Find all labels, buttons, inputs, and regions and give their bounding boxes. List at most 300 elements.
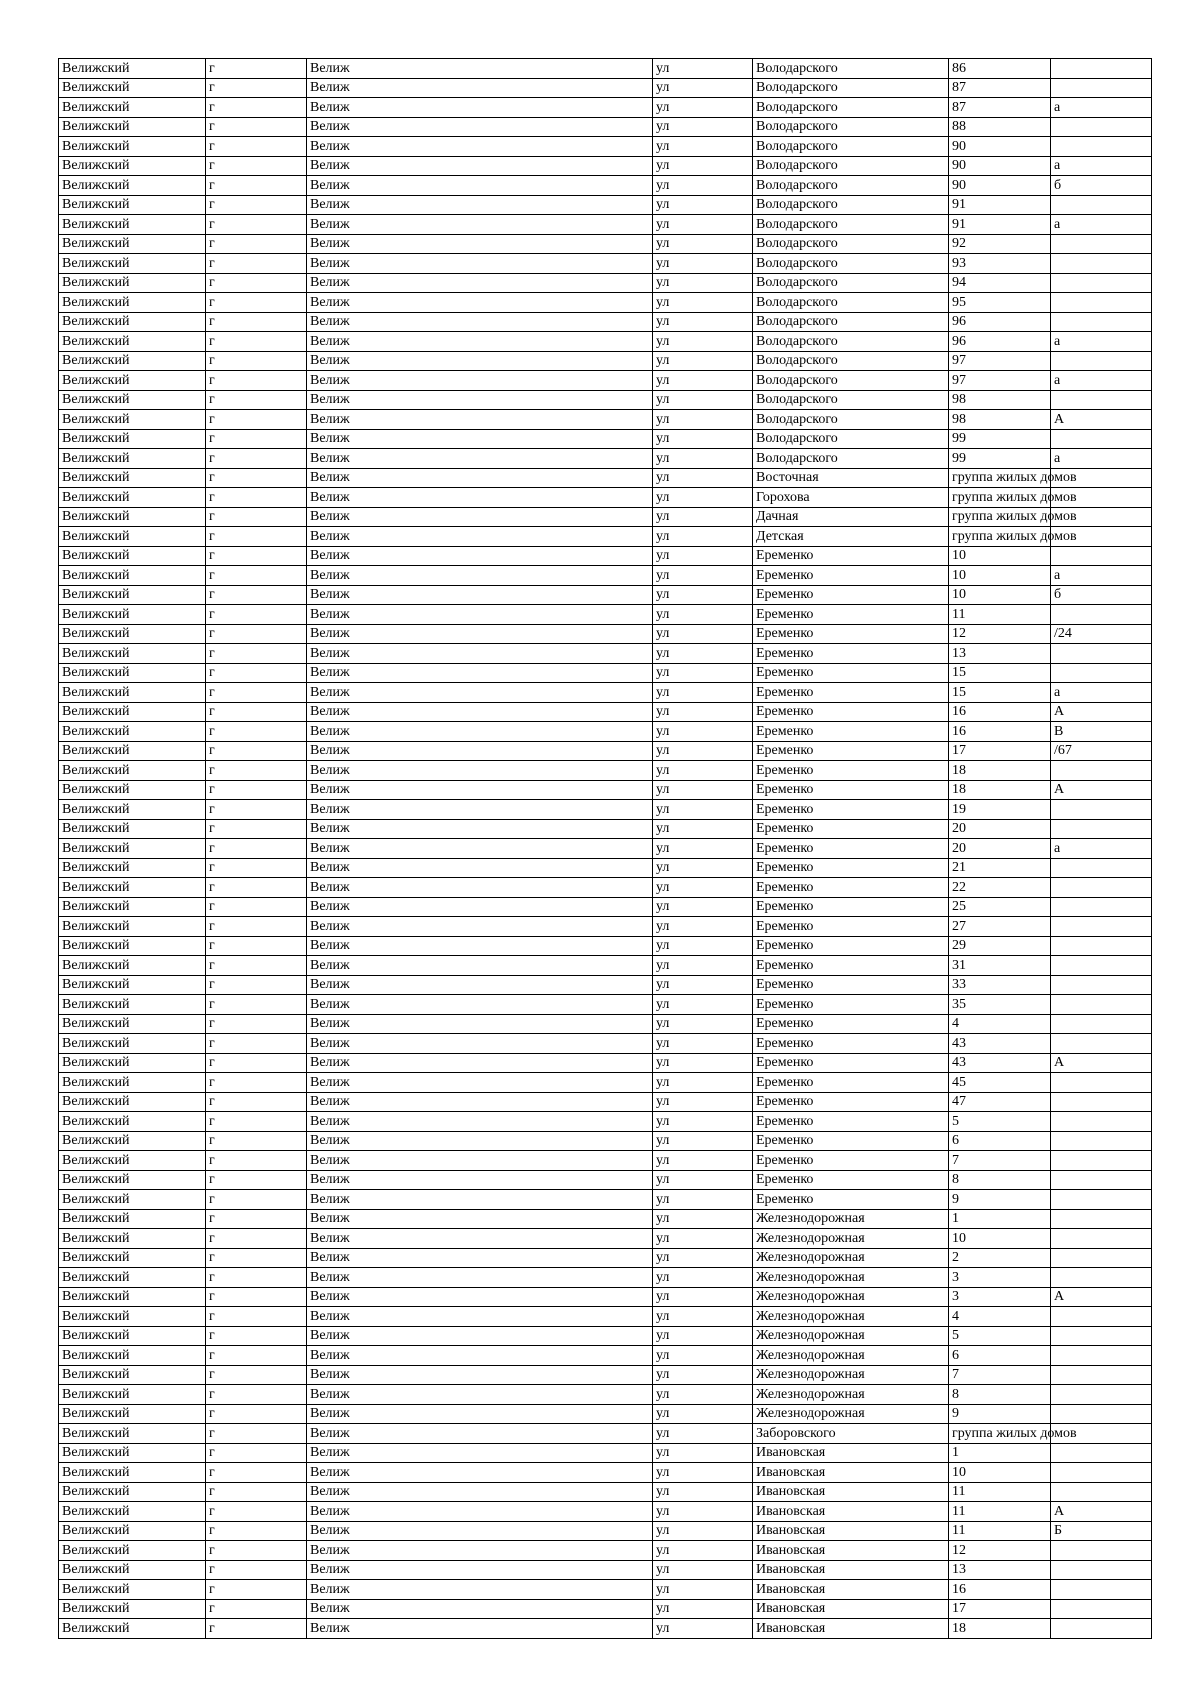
house-suffix-cell: [1051, 1404, 1152, 1424]
house-number-cell: 8: [949, 1170, 1051, 1190]
table-row: [59, 312, 1152, 332]
district-cell: Велижский: [59, 1385, 206, 1405]
table-row: [59, 878, 1152, 898]
house-number-cell: 91: [949, 195, 1051, 215]
house-number-cell: 3: [949, 1287, 1051, 1307]
table-row: [59, 1599, 1152, 1619]
street-type-cell: ул: [653, 800, 753, 820]
house-suffix-cell: [1051, 1346, 1152, 1366]
house-suffix-cell: А: [1051, 1053, 1152, 1073]
settlement-type-cell: г: [206, 1463, 307, 1483]
house-number-cell: 13: [949, 644, 1051, 664]
settlement-type-cell: г: [206, 624, 307, 644]
house-suffix-cell: [1051, 917, 1152, 937]
table-row: [59, 1268, 1152, 1288]
house-suffix-cell: а: [1051, 683, 1152, 703]
settlement-type-cell: г: [206, 1385, 307, 1405]
district-cell: Велижский: [59, 917, 206, 937]
street-cell: Володарского: [753, 332, 949, 352]
settlement-type-cell: г: [206, 234, 307, 254]
table-row: [59, 449, 1152, 469]
street-cell: Ивановская: [753, 1560, 949, 1580]
house-number-cell: 93: [949, 254, 1051, 274]
house-number-cell: 10: [949, 585, 1051, 605]
house-suffix-cell: [1051, 273, 1152, 293]
district-cell: Велижский: [59, 507, 206, 527]
district-cell: Велижский: [59, 312, 206, 332]
house-number-cell: 25: [949, 897, 1051, 917]
street-type-cell: ул: [653, 683, 753, 703]
district-cell: Велижский: [59, 215, 206, 235]
settlement-cell: Велиж: [307, 702, 653, 722]
settlement-type-cell: г: [206, 585, 307, 605]
street-cell: Еременко: [753, 1073, 949, 1093]
table-row: [59, 566, 1152, 586]
district-cell: Велижский: [59, 1365, 206, 1385]
street-cell: Володарского: [753, 137, 949, 157]
street-cell: Восточная: [753, 468, 949, 488]
street-cell: Еременко: [753, 995, 949, 1015]
house-suffix-cell: [1051, 644, 1152, 664]
district-cell: Велижский: [59, 566, 206, 586]
district-cell: Велижский: [59, 429, 206, 449]
table-row: [59, 1092, 1152, 1112]
street-cell: Володарского: [753, 410, 949, 430]
house-number-cell: 97: [949, 371, 1051, 391]
settlement-type-cell: г: [206, 488, 307, 508]
street-type-cell: ул: [653, 176, 753, 196]
house-number-cell: 87: [949, 98, 1051, 118]
house-suffix-cell: а: [1051, 449, 1152, 469]
settlement-cell: Велиж: [307, 371, 653, 391]
house-number-cell: 15: [949, 683, 1051, 703]
house-number-cell: 95: [949, 293, 1051, 313]
settlement-cell: Велиж: [307, 1248, 653, 1268]
table-row: [59, 1307, 1152, 1327]
settlement-type-cell: г: [206, 1619, 307, 1639]
house-number-cell: 9: [949, 1190, 1051, 1210]
house-suffix-cell: [1051, 956, 1152, 976]
district-cell: Велижский: [59, 1092, 206, 1112]
street-type-cell: ул: [653, 1131, 753, 1151]
settlement-cell: Велиж: [307, 1580, 653, 1600]
house-suffix-cell: [1051, 1151, 1152, 1171]
street-type-cell: ул: [653, 1443, 753, 1463]
street-type-cell: ул: [653, 839, 753, 859]
street-type-cell: ул: [653, 1014, 753, 1034]
district-cell: Велижский: [59, 527, 206, 547]
table-row: [59, 839, 1152, 859]
house-suffix-cell: [1051, 390, 1152, 410]
house-suffix-cell: /24: [1051, 624, 1152, 644]
settlement-cell: Велиж: [307, 59, 653, 79]
settlement-type-cell: г: [206, 722, 307, 742]
district-cell: Велижский: [59, 605, 206, 625]
district-cell: Велижский: [59, 1424, 206, 1444]
district-cell: Велижский: [59, 1404, 206, 1424]
district-cell: Велижский: [59, 956, 206, 976]
settlement-cell: Велиж: [307, 1170, 653, 1190]
table-row: [59, 1151, 1152, 1171]
house-suffix-cell: [1051, 1385, 1152, 1405]
table-row: [59, 117, 1152, 137]
settlement-cell: Велиж: [307, 1560, 653, 1580]
street-cell: Еременко: [753, 585, 949, 605]
settlement-cell: Велиж: [307, 527, 653, 547]
settlement-cell: Велиж: [307, 468, 653, 488]
house-suffix-cell: [1051, 800, 1152, 820]
house-suffix-cell: [1051, 546, 1152, 566]
street-type-cell: ул: [653, 858, 753, 878]
settlement-cell: Велиж: [307, 546, 653, 566]
house-suffix-cell: А: [1051, 1502, 1152, 1522]
settlement-cell: Велиж: [307, 644, 653, 664]
settlement-type-cell: г: [206, 1170, 307, 1190]
house-suffix-cell: [1051, 1443, 1152, 1463]
house-number-cell: 20: [949, 839, 1051, 859]
table-row: [59, 1619, 1152, 1639]
street-cell: Ивановская: [753, 1443, 949, 1463]
settlement-cell: Велиж: [307, 566, 653, 586]
district-cell: Велижский: [59, 1482, 206, 1502]
settlement-type-cell: г: [206, 1229, 307, 1249]
street-type-cell: ул: [653, 702, 753, 722]
district-cell: Велижский: [59, 819, 206, 839]
house-number-cell: 96: [949, 312, 1051, 332]
street-type-cell: ул: [653, 1619, 753, 1639]
settlement-cell: Велиж: [307, 1131, 653, 1151]
settlement-cell: Велиж: [307, 1073, 653, 1093]
street-cell: Еременко: [753, 858, 949, 878]
house-number-cell: 86: [949, 59, 1051, 79]
house-number-cell: 15: [949, 663, 1051, 683]
settlement-type-cell: г: [206, 663, 307, 683]
street-cell: Горохова: [753, 488, 949, 508]
table-row: [59, 1229, 1152, 1249]
street-cell: Володарского: [753, 312, 949, 332]
street-type-cell: ул: [653, 234, 753, 254]
settlement-cell: Велиж: [307, 858, 653, 878]
street-type-cell: ул: [653, 566, 753, 586]
street-type-cell: ул: [653, 605, 753, 625]
settlement-cell: Велиж: [307, 1424, 653, 1444]
street-type-cell: ул: [653, 449, 753, 469]
settlement-type-cell: г: [206, 839, 307, 859]
district-cell: Велижский: [59, 273, 206, 293]
settlement-cell: Велиж: [307, 273, 653, 293]
house-suffix-cell: [1051, 1229, 1152, 1249]
settlement-cell: Велиж: [307, 137, 653, 157]
table-row: [59, 215, 1152, 235]
settlement-type-cell: г: [206, 468, 307, 488]
house-number-cell: 8: [949, 1385, 1051, 1405]
house-suffix-cell: а: [1051, 215, 1152, 235]
settlement-cell: Велиж: [307, 488, 653, 508]
street-type-cell: ул: [653, 663, 753, 683]
house-suffix-cell: а: [1051, 566, 1152, 586]
house-suffix-cell: [1051, 761, 1152, 781]
table-row: [59, 1541, 1152, 1561]
district-cell: Велижский: [59, 995, 206, 1015]
settlement-type-cell: г: [206, 780, 307, 800]
table-row: [59, 78, 1152, 98]
settlement-cell: Велиж: [307, 1209, 653, 1229]
house-number-cell: 91: [949, 215, 1051, 235]
house-suffix-cell: а: [1051, 839, 1152, 859]
street-cell: Володарского: [753, 59, 949, 79]
street-type-cell: ул: [653, 312, 753, 332]
street-type-cell: ул: [653, 137, 753, 157]
street-cell: Володарского: [753, 234, 949, 254]
settlement-type-cell: г: [206, 897, 307, 917]
settlement-cell: Велиж: [307, 819, 653, 839]
district-cell: Велижский: [59, 1580, 206, 1600]
street-cell: Еременко: [753, 605, 949, 625]
house-suffix-cell: [1051, 1112, 1152, 1132]
settlement-cell: Велиж: [307, 215, 653, 235]
table-row: [59, 722, 1152, 742]
house-suffix-cell: [1051, 1619, 1152, 1639]
district-cell: Велижский: [59, 254, 206, 274]
street-type-cell: ул: [653, 215, 753, 235]
settlement-type-cell: г: [206, 156, 307, 176]
house-number-cell: 7: [949, 1151, 1051, 1171]
street-cell: Володарского: [753, 176, 949, 196]
settlement-cell: Велиж: [307, 1482, 653, 1502]
settlement-cell: Велиж: [307, 624, 653, 644]
district-cell: Велижский: [59, 156, 206, 176]
house-suffix-cell: А: [1051, 410, 1152, 430]
settlement-cell: Велиж: [307, 1346, 653, 1366]
house-suffix-cell: [1051, 234, 1152, 254]
street-cell: Еременко: [753, 1131, 949, 1151]
house-suffix-cell: [1051, 254, 1152, 274]
house-suffix-cell: А: [1051, 1287, 1152, 1307]
table-row: [59, 1365, 1152, 1385]
settlement-type-cell: г: [206, 546, 307, 566]
street-cell: Еременко: [753, 1112, 949, 1132]
street-cell: Еременко: [753, 566, 949, 586]
district-cell: Велижский: [59, 1248, 206, 1268]
settlement-type-cell: г: [206, 1248, 307, 1268]
settlement-type-cell: г: [206, 1599, 307, 1619]
house-number-cell: 90: [949, 176, 1051, 196]
settlement-cell: Велиж: [307, 1268, 653, 1288]
street-cell: Еременко: [753, 956, 949, 976]
street-type-cell: ул: [653, 878, 753, 898]
street-type-cell: ул: [653, 1404, 753, 1424]
district-cell: Велижский: [59, 1463, 206, 1483]
street-type-cell: ул: [653, 995, 753, 1015]
settlement-type-cell: г: [206, 273, 307, 293]
district-cell: Велижский: [59, 293, 206, 313]
district-cell: Велижский: [59, 176, 206, 196]
table-row: [59, 156, 1152, 176]
house-suffix-cell: [1051, 1482, 1152, 1502]
house-suffix-cell: [1051, 1073, 1152, 1093]
street-type-cell: ул: [653, 819, 753, 839]
table-row: [59, 1463, 1152, 1483]
settlement-cell: Велиж: [307, 1092, 653, 1112]
street-type-cell: ул: [653, 956, 753, 976]
house-number-cell: 16: [949, 722, 1051, 742]
settlement-type-cell: г: [206, 1326, 307, 1346]
street-type-cell: ул: [653, 1580, 753, 1600]
district-cell: Велижский: [59, 1073, 206, 1093]
district-cell: Велижский: [59, 624, 206, 644]
house-number-cell: 31: [949, 956, 1051, 976]
settlement-type-cell: г: [206, 215, 307, 235]
district-cell: Велижский: [59, 1502, 206, 1522]
street-cell: Еременко: [753, 1053, 949, 1073]
house-number-cell: 10: [949, 566, 1051, 586]
street-type-cell: ул: [653, 1209, 753, 1229]
street-cell: Железнодорожная: [753, 1229, 949, 1249]
street-cell: Дачная: [753, 507, 949, 527]
house-number-cell: 21: [949, 858, 1051, 878]
street-cell: Еременко: [753, 624, 949, 644]
settlement-type-cell: г: [206, 1073, 307, 1093]
settlement-cell: Велиж: [307, 312, 653, 332]
street-cell: Володарского: [753, 429, 949, 449]
house-number-cell: 98: [949, 390, 1051, 410]
street-type-cell: ул: [653, 644, 753, 664]
district-cell: Велижский: [59, 117, 206, 137]
settlement-type-cell: г: [206, 819, 307, 839]
house-suffix-cell: [1051, 936, 1152, 956]
house-suffix-cell: а: [1051, 98, 1152, 118]
house-suffix-cell: [1051, 1560, 1152, 1580]
settlement-type-cell: г: [206, 741, 307, 761]
settlement-cell: Велиж: [307, 1541, 653, 1561]
house-number-cell: группа жилых домов: [949, 1424, 1051, 1444]
house-number-cell: 4: [949, 1307, 1051, 1327]
street-type-cell: ул: [653, 917, 753, 937]
house-number-cell: 43: [949, 1034, 1051, 1054]
table-row: [59, 644, 1152, 664]
street-type-cell: ул: [653, 1599, 753, 1619]
house-suffix-cell: [1051, 137, 1152, 157]
district-cell: Велижский: [59, 332, 206, 352]
district-cell: Велижский: [59, 1131, 206, 1151]
district-cell: Велижский: [59, 722, 206, 742]
house-number-cell: группа жилых домов: [949, 468, 1051, 488]
settlement-type-cell: г: [206, 1151, 307, 1171]
street-type-cell: ул: [653, 1248, 753, 1268]
house-number-cell: 90: [949, 156, 1051, 176]
district-cell: Велижский: [59, 546, 206, 566]
street-type-cell: ул: [653, 507, 753, 527]
street-cell: Еременко: [753, 644, 949, 664]
street-type-cell: ул: [653, 78, 753, 98]
street-type-cell: ул: [653, 1365, 753, 1385]
street-cell: Еременко: [753, 917, 949, 937]
district-cell: Велижский: [59, 1560, 206, 1580]
settlement-cell: Велиж: [307, 293, 653, 313]
district-cell: Велижский: [59, 663, 206, 683]
settlement-type-cell: г: [206, 975, 307, 995]
settlement-cell: Велиж: [307, 1326, 653, 1346]
street-type-cell: ул: [653, 1170, 753, 1190]
settlement-cell: Велиж: [307, 1599, 653, 1619]
house-suffix-cell: [1051, 1580, 1152, 1600]
district-cell: Велижский: [59, 195, 206, 215]
street-type-cell: ул: [653, 59, 753, 79]
settlement-cell: Велиж: [307, 410, 653, 430]
street-cell: Володарского: [753, 78, 949, 98]
house-suffix-cell: [1051, 1170, 1152, 1190]
district-cell: Велижский: [59, 1268, 206, 1288]
house-suffix-cell: [1051, 293, 1152, 313]
table-row: [59, 1209, 1152, 1229]
district-cell: Велижский: [59, 1619, 206, 1639]
street-type-cell: ул: [653, 780, 753, 800]
settlement-type-cell: г: [206, 644, 307, 664]
street-type-cell: ул: [653, 1092, 753, 1112]
settlement-cell: Велиж: [307, 1463, 653, 1483]
street-cell: Володарского: [753, 371, 949, 391]
street-cell: Еременко: [753, 722, 949, 742]
table-row: [59, 897, 1152, 917]
table-row: [59, 1502, 1152, 1522]
house-suffix-cell: [1051, 605, 1152, 625]
house-suffix-cell: [1051, 1092, 1152, 1112]
house-suffix-cell: [1051, 312, 1152, 332]
house-suffix-cell: [1051, 878, 1152, 898]
house-number-cell: группа жилых домов: [949, 507, 1051, 527]
street-type-cell: ул: [653, 1463, 753, 1483]
table-row: [59, 1287, 1152, 1307]
house-number-cell: 17: [949, 1599, 1051, 1619]
street-cell: Железнодорожная: [753, 1307, 949, 1327]
table-row: [59, 546, 1152, 566]
settlement-type-cell: г: [206, 449, 307, 469]
settlement-type-cell: г: [206, 605, 307, 625]
house-suffix-cell: [1051, 1209, 1152, 1229]
district-cell: Велижский: [59, 780, 206, 800]
settlement-cell: Велиж: [307, 936, 653, 956]
street-type-cell: ул: [653, 1112, 753, 1132]
street-cell: Володарского: [753, 254, 949, 274]
table-row: [59, 527, 1152, 547]
table-row: [59, 1131, 1152, 1151]
settlement-cell: Велиж: [307, 1404, 653, 1424]
street-cell: Железнодорожная: [753, 1326, 949, 1346]
settlement-type-cell: г: [206, 858, 307, 878]
house-number-cell: 35: [949, 995, 1051, 1015]
settlement-cell: Велиж: [307, 800, 653, 820]
house-suffix-cell: [1051, 1365, 1152, 1385]
table-row: [59, 273, 1152, 293]
house-number-cell: 11: [949, 1502, 1051, 1522]
street-cell: Володарского: [753, 293, 949, 313]
street-type-cell: ул: [653, 410, 753, 430]
district-cell: Велижский: [59, 1521, 206, 1541]
street-cell: Ивановская: [753, 1502, 949, 1522]
house-number-cell: 10: [949, 1229, 1051, 1249]
table-row: [59, 390, 1152, 410]
street-cell: Ивановская: [753, 1619, 949, 1639]
house-number-cell: 4: [949, 1014, 1051, 1034]
table-row: [59, 1326, 1152, 1346]
street-type-cell: ул: [653, 1053, 753, 1073]
table-row: [59, 1521, 1152, 1541]
table-row: [59, 936, 1152, 956]
settlement-cell: Велиж: [307, 995, 653, 1015]
district-cell: Велижский: [59, 702, 206, 722]
settlement-cell: Велиж: [307, 683, 653, 703]
street-type-cell: ул: [653, 1326, 753, 1346]
